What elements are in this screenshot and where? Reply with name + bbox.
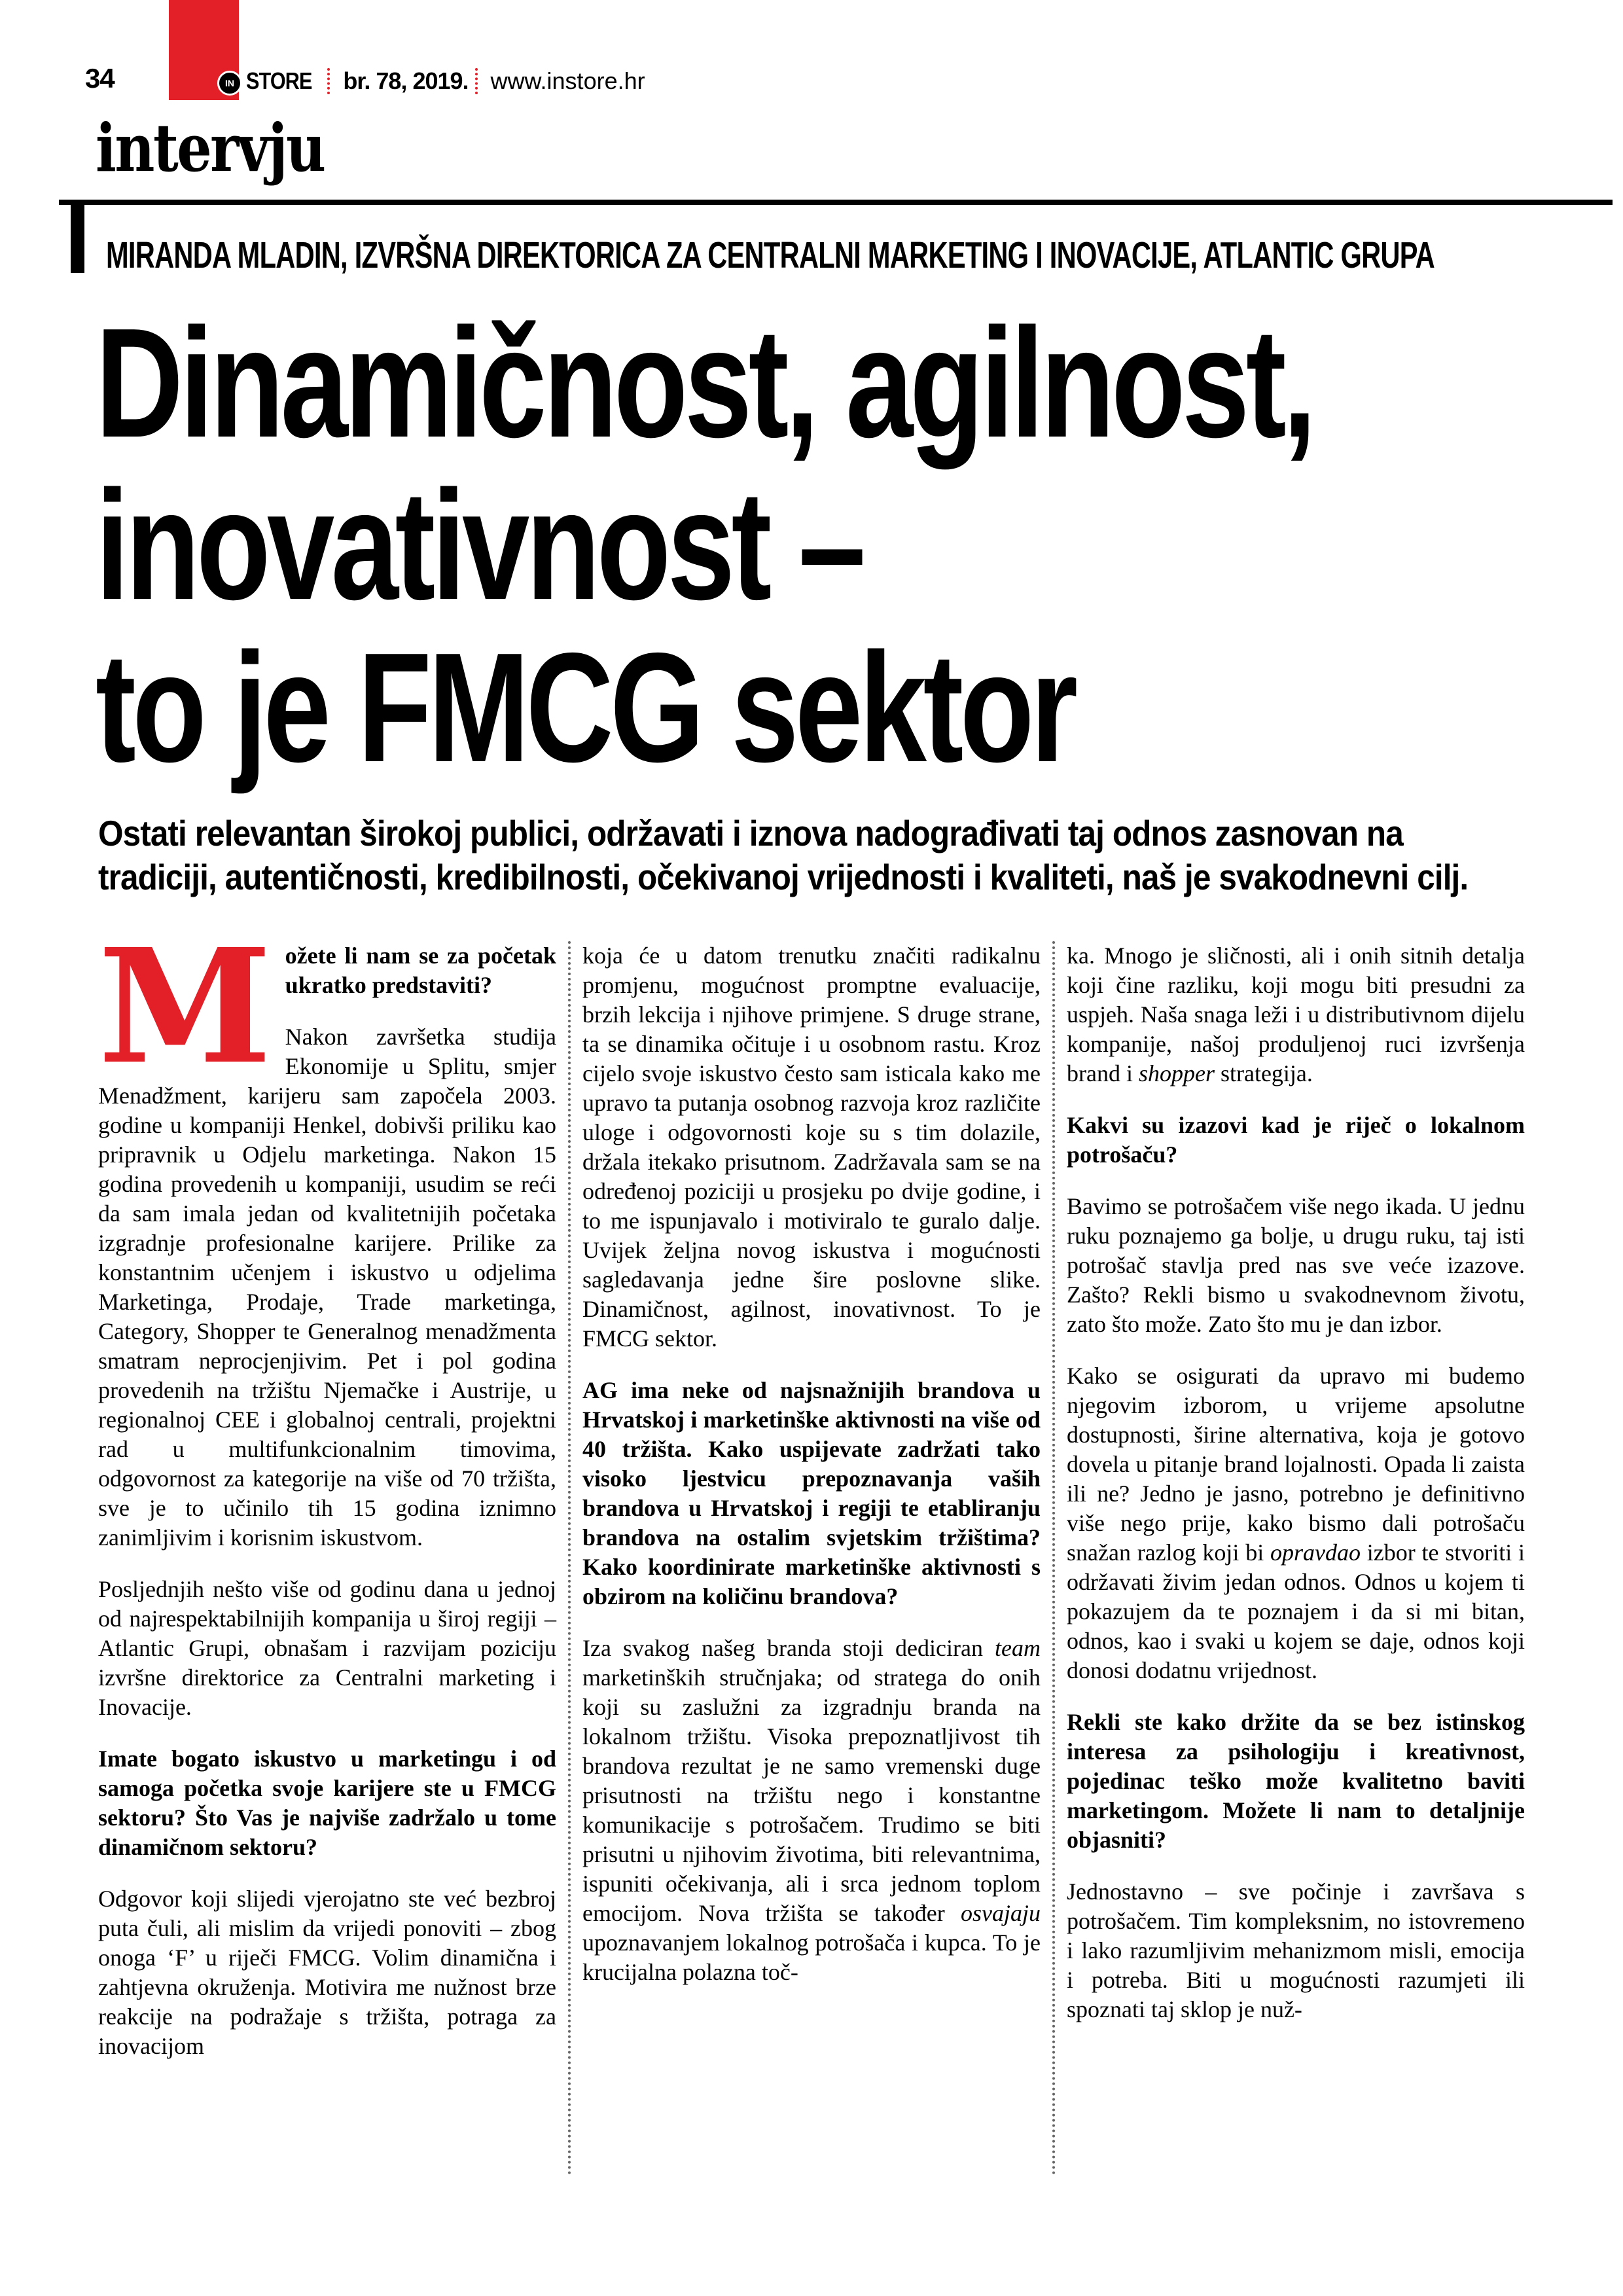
article-body — [98, 941, 1525, 2176]
text-run: Nakon završetka studija Ekonomije u Splitu, smjer Menadžment, karijeru sam započela 2003. godine u kompaniji Henkel, dobivši priliku kao pripravnik u Odjelu marketinga. Nakon 15 godina provedenih u kompaniji, usudim se reći da sam imala jedan od kvalitetnijih početaka izgradnje profesionalne karijere. Prilike za konstantnim učenjem i iskustvo u odjelima Marketinga, Prodaje, Trade marketinga, Category, Shopper te Generalnog menadžmenta smatram neprocjenjivim. Pet i pol godina provedenih na tržištu Njemačke i Austrije, u regionalnoj CEE i globalnoj centrali, projektni rad u multifunkcionalnim timovima, odgovornost za kategorije na više od 70 tržišta, sve je to učinilo tih 15 godina iznimno zanimljivim i korisnim iskustvom. — [98, 1024, 556, 1551]
text-run: Rekli ste kako držite da se bez istinskog interesa za psihologiju i kreativnost, pojedinac teško može kvalitetno baviti marketingom. Možete li nam to detaljnije objasniti? — [1067, 1709, 1525, 1853]
text-run: ka. Mnogo je sličnosti, ali i onih sitnih detalja koji čine razliku, koji mogu biti presudni za uspjeh. Naša snaga leži i u distributivnom dijelu kompanije, našoj produljenoj ruci izvršenja brand i — [1067, 942, 1525, 1086]
article-paragraph — [98, 1575, 556, 1722]
article-paragraph — [1067, 1877, 1525, 2024]
interview-question — [1067, 1111, 1525, 1170]
article-paragraph — [1067, 941, 1525, 1088]
instore-in-badge-icon: IN — [217, 71, 242, 96]
kicker-accent-bar — [71, 200, 84, 273]
kicker: MIRANDA MLADIN, IZVRŠNA DIREKTORICA ZA CENTRALNI MARKETING I INOVACIJE, ATLANTIC GRUPA — [106, 234, 1435, 276]
italic-text: osvajaju — [961, 1900, 1041, 1926]
text-run: ožete li nam se za početak ukratko predstaviti? — [285, 942, 556, 998]
text-run: Kako se osigurati da upravo mi budemo njegovim izborom, u vrijeme apsolutne dostupnosti, širine alternativa, koja je gotovo dovela u pitanje brand lojalnosti. Opada li zaista ili ne? Jedno je jasno, potrebno je definitivno više nego prije, kako bismo dali potrošaču snažan razlog koji bi — [1067, 1363, 1525, 1566]
website-url: www.instore.hr — [490, 67, 645, 94]
text-run: Posljednjih nešto više od godinu dana u jednoj od najrespektabilnijih kompanija u široj regiji – Atlantic Grupi, obnašam i razvijam poziciju izvršne direktorice za Centralni marketing i Inovacije. — [98, 1576, 556, 1720]
text-run: AG ima neke od najsnažnijih brandova u Hrvatskoj i marketinške aktivnosti na više od 40 tržišta. Kako uspijevate zadržati tako visoko ljestvicu prepoznavanja vaših brandova u Hrvatskoj i regiji te etabliranju brandova na ostalim svjetskim tržištima? Kako koordinirate marketinške aktivnosti s obzirom na količinu brandova? — [582, 1377, 1041, 1609]
section-title: intervju — [96, 109, 325, 187]
italic-text: opravdao — [1270, 1539, 1361, 1566]
article-paragraph — [582, 941, 1041, 1354]
article-paragraph — [98, 1884, 556, 2061]
logo-store-wordmark: STORE — [246, 67, 312, 94]
italic-text: shopper — [1138, 1060, 1215, 1086]
column-divider-icon — [568, 941, 571, 2176]
text-run: upoznavanjem lokalnog potrošača i kupca. To je krucijalna polazna toč- — [582, 1929, 1041, 1985]
page-number: 34 — [85, 63, 115, 94]
article-column-1 — [98, 941, 556, 2176]
headline-line-1: Dinamičnost, agilnost, — [96, 296, 1313, 470]
text-run: Iza svakog našeg branda stoji dediciran — [582, 1635, 995, 1661]
text-run: Bavimo se potrošačem više nego ikada. U jednu ruku poznajemo ga bolje, u drugu ruku, taj isti potrošač stavlja pred nas sve veće izazove. Zašto? Rekli bismo u svakodnevnom životu, zato što može. Zato što mu je dan izbor. — [1067, 1193, 1525, 1337]
drop-cap: M — [98, 941, 272, 1099]
text-run: Imate bogato iskustvo u marketingu i od samoga početka svoje karijere ste u FMCG sektoru? Što Vas je najviše zadržalo u tome dinamičnom sektoru? — [98, 1746, 556, 1860]
text-run: Jednostavno – sve počinje i završava s potrošačem. Tim kompleksnim, no istovremeno i lako razumljivim mehanizmom misli, emocija i potreba. Biti u mogućnosti razumjeti ili spoznati taj sklop je nuž- — [1067, 1878, 1525, 2022]
horizontal-rule — [59, 200, 1613, 205]
dotted-separator-icon — [475, 68, 478, 94]
text-run: Kakvi su izazovi kad je riječ o lokalnom potrošaču? — [1067, 1112, 1525, 1168]
text-run: marketinških stručnjaka; od stratega do onih koji su zaslužni za izgradnju branda na lokalnom tržištu. Visoka prepoznatljivost tih brandova rezultat je ne samo vremenski duge prisutnosti na tržištu nego i konstantne komunikacije s potrošačem. Trudimo se biti prisutni u njihovim životima, biti relevantnima, ispuniti očekivanja, ali i srca jednom toplom emocijom. Nova tržišta se također — [582, 1664, 1041, 1926]
masthead — [246, 65, 645, 97]
interview-question — [98, 1744, 556, 1862]
article-column-2 — [582, 941, 1041, 2176]
column-divider-icon — [1052, 941, 1055, 2176]
article-paragraph — [98, 1022, 556, 1552]
headline-line-3: to je FMCG sektor — [96, 621, 1075, 795]
text-run: strategija. — [1214, 1060, 1313, 1086]
article-paragraph — [1067, 1361, 1525, 1685]
interview-question — [582, 1376, 1041, 1611]
interview-question — [1067, 1708, 1525, 1855]
text-run: izbor te stvoriti i održavati živim jedan odnos. Odnos u kojem ti pokazujem da te poznajem i da si mi bitan, odnos, kao i svaki u kojem se daje, odnos koji donosi dodatnu vrijednost. — [1067, 1539, 1525, 1683]
text-run: koja će u datom trenutku značiti radikalnu promjenu, mogućnost promptne evaluacije, brzih lekcija i njihove primjene. S druge strane, ta se dinamika očituje i u osobnom rastu. Kroz cijelo svoje iskustvo često sam isticala kako me upravo ta putanja osobnog razvoja kroz različite uloge i odgovornosti koje su s tim dolazile, držala itekako prisutnom. Zadržavala sam se na određenoj poziciji u prosjeku po dvije godine, i to me ispunjavalo i motiviralo te guralo dalje. Uvijek željna novog iskustva i mogućnosti sagledavanja jedne šire poslovne slike. Dinamičnost, agilnost, inovativnost. To je FMCG sektor. — [582, 942, 1041, 1352]
text-run: Odgovor koji slijedi vjerojatno ste već bezbroj puta čuli, ali mislim da vrijedi ponoviti – zbog onoga ‘F’ u riječi FMCG. Volim dinamična i zahtjevna okruženja. Motivira me nužnost brze reakcije na podražaje s tržišta, potraga za inovacijom — [98, 1886, 556, 2059]
dotted-separator-icon — [327, 68, 330, 94]
headline-line-2: inovativnost – — [96, 459, 863, 632]
standfirst: Ostati relevantan širokoj publici, održavati i iznova nadograđivati taj odnos zasnovan na tradiciji, autentičnosti, kredibilnosti, očekivanoj vrijednosti i kvaliteti, naš je svakodnevni cilj. — [98, 813, 1469, 897]
headline — [96, 296, 1623, 795]
issue-number: br. 78, 2019. — [343, 67, 469, 94]
article-column-3 — [1067, 941, 1525, 2176]
italic-text: team — [995, 1635, 1041, 1661]
article-paragraph — [1067, 1192, 1525, 1339]
article-paragraph — [582, 1634, 1041, 1987]
